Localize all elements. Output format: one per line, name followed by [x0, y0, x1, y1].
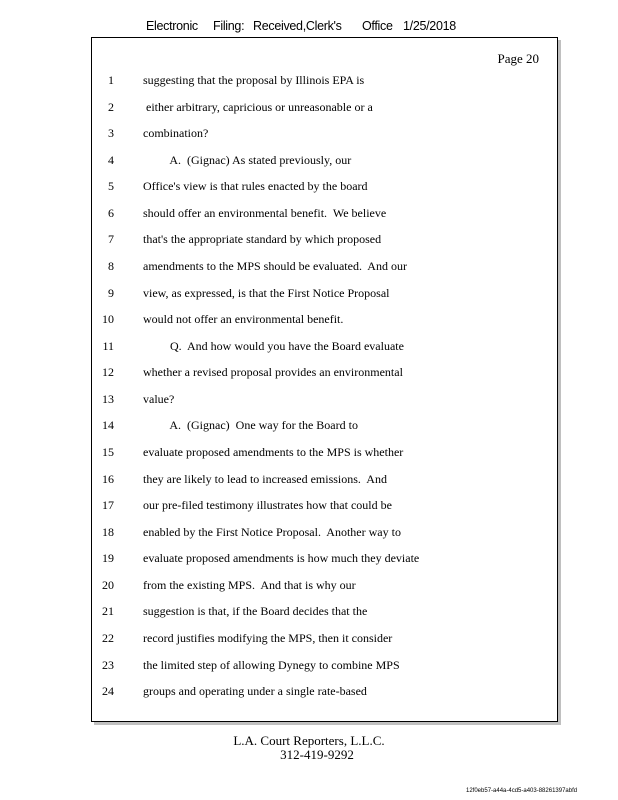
- header-part: Office: [362, 19, 393, 33]
- transcript-line: [92, 578, 557, 598]
- header-part: Received,Clerk's: [253, 19, 342, 33]
- line-text: A. (Gignac) As stated previously, our: [143, 152, 352, 167]
- header-part: 1/25/2018: [403, 19, 456, 33]
- line-text: should offer an environmental benefit. We believe: [143, 205, 387, 220]
- line-number: 23: [102, 657, 114, 672]
- line-number: 24: [102, 684, 114, 699]
- transcript-line: [92, 684, 557, 704]
- line-number: 5: [108, 179, 114, 194]
- transcript-line: [92, 472, 557, 492]
- line-text: Q. And how would you have the Board evaluate: [143, 338, 404, 353]
- transcript-line: [92, 551, 557, 571]
- line-text: the limited step of allowing Dynegy to combine MPS: [143, 657, 400, 672]
- line-number: 19: [102, 551, 114, 566]
- header-part: Filing:: [213, 19, 245, 33]
- transcript-line: [92, 259, 557, 279]
- transcript-page: [91, 37, 558, 722]
- transcript-line: [92, 232, 557, 252]
- line-text: would not offer an environmental benefit.: [143, 312, 344, 327]
- line-text: evaluate proposed amendments is how much they deviate: [143, 551, 420, 566]
- transcript-line: [92, 365, 557, 385]
- line-text: they are likely to lead to increased emissions. And: [143, 471, 387, 486]
- line-number: 2: [108, 99, 114, 114]
- line-number: 13: [102, 391, 114, 406]
- transcript-line: [92, 392, 557, 412]
- line-text: that's the appropriate standard by which proposed: [143, 232, 382, 247]
- line-number: 14: [102, 418, 114, 433]
- line-number: 10: [102, 312, 114, 327]
- line-text: either arbitrary, capricious or unreasonable or a: [143, 99, 373, 114]
- transcript-line: [92, 525, 557, 545]
- line-text: enabled by the First Notice Proposal. Another way to: [143, 524, 401, 539]
- line-number: 3: [108, 126, 114, 141]
- transcript-line: [92, 126, 557, 146]
- page-number: Page 20: [497, 51, 539, 66]
- line-number: 15: [102, 444, 114, 459]
- line-text: A. (Gignac) One way for the Board to: [143, 418, 358, 433]
- line-number: 6: [108, 205, 114, 220]
- line-text: our pre-filed testimony illustrates how that could be: [143, 498, 392, 513]
- line-number: 20: [102, 577, 114, 592]
- transcript-line: [92, 445, 557, 465]
- header-part: Electronic: [146, 19, 198, 33]
- transcript-line: [92, 179, 557, 199]
- transcript-line: [92, 604, 557, 624]
- footer-company: L.A. Court Reporters, L.L.C.: [233, 733, 385, 748]
- line-number: 18: [102, 524, 114, 539]
- transcript-line: [92, 206, 557, 226]
- transcript-line: [92, 498, 557, 518]
- transcript-line: [92, 100, 557, 120]
- line-text: suggestion is that, if the Board decides that the: [143, 604, 368, 619]
- line-number: 4: [108, 152, 114, 167]
- line-text: Office's view is that rules enacted by the board: [143, 179, 368, 194]
- line-text: amendments to the MPS should be evaluated. And our: [143, 258, 407, 273]
- transcript-line: [92, 658, 557, 678]
- line-number: 9: [108, 285, 114, 300]
- line-number: 7: [108, 232, 114, 247]
- transcript-line: [92, 339, 557, 359]
- line-number: 11: [102, 338, 114, 353]
- footer-phone: 312-419-9292: [280, 747, 354, 762]
- line-text: groups and operating under a single rate-based: [143, 684, 367, 699]
- line-number: 12: [102, 365, 114, 380]
- line-text: value?: [143, 391, 175, 406]
- line-number: 16: [102, 471, 114, 486]
- line-number: 22: [102, 630, 114, 645]
- transcript-line: [92, 153, 557, 173]
- line-text: suggesting that the proposal by Illinois EPA is: [143, 73, 365, 87]
- line-number: 21: [102, 604, 114, 619]
- line-text: evaluate proposed amendments to the MPS is whether: [143, 444, 404, 459]
- line-text: combination?: [143, 126, 209, 141]
- transcript-line: [92, 631, 557, 651]
- transcript-line: [92, 73, 557, 93]
- line-text: record justifies modifying the MPS, then it consider: [143, 630, 393, 645]
- line-number: 1: [108, 73, 114, 87]
- line-number: 17: [102, 498, 114, 513]
- transcript-line: [92, 312, 557, 332]
- transcript-line: [92, 418, 557, 438]
- document-hash: 12f0eb57-a44a-4cd5-a403-88261397abfd: [466, 788, 578, 794]
- line-text: view, as expressed, is that the First Notice Proposal: [143, 285, 390, 300]
- line-text: whether a revised proposal provides an environmental: [143, 365, 403, 380]
- line-number: 8: [108, 258, 114, 273]
- line-text: from the existing MPS. And that is why our: [143, 577, 356, 592]
- transcript-line: [92, 286, 557, 306]
